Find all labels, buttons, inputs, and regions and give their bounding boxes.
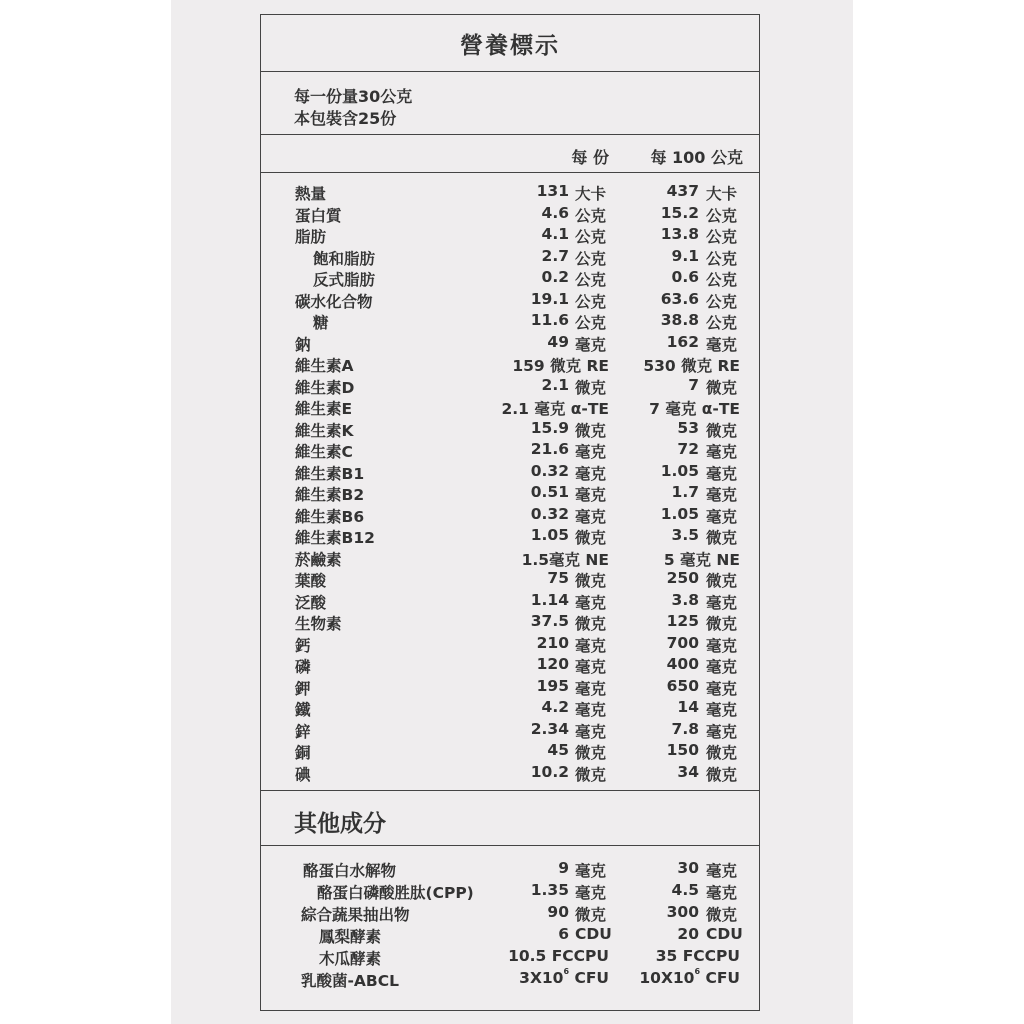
per-100g-value: 250 <box>666 569 699 587</box>
per-serving-unit: 毫克 <box>575 862 607 880</box>
per-100g-value: 1.05 <box>660 461 699 480</box>
per-100g-value: 9.1 <box>671 246 699 265</box>
per-serving-unit: 公克 <box>575 292 607 311</box>
per-serving-value: 0.51 <box>530 483 569 501</box>
other-ingredient-row <box>261 903 759 924</box>
per-100g-value: 20 <box>677 925 699 943</box>
value-exponent: 6 <box>694 967 701 976</box>
other-ingredients-title: 其他成分 <box>294 811 386 837</box>
per-100g-value: 4.5 <box>671 881 699 899</box>
nutrient-row <box>261 720 759 741</box>
nutrient-name: 磷 <box>295 658 311 676</box>
value-exponent: 6 <box>563 967 570 976</box>
per-serving-unit: CDU <box>575 925 612 943</box>
per-100g-value: 150 <box>666 741 699 759</box>
per-serving-unit: 毫克 <box>575 658 607 676</box>
per-100g-value: 7.8 <box>671 719 699 738</box>
per-100g-value: 650 <box>666 676 699 695</box>
per-100g-value: 7 毫克 α-TE <box>649 400 740 418</box>
per-100g-unit: 微克 <box>706 744 738 762</box>
other-ingredient-row <box>261 969 759 990</box>
per-100g-unit: 公克 <box>706 271 738 289</box>
per-100g-unit: 微克 <box>706 572 738 590</box>
per-100g-value: 7 <box>688 375 699 394</box>
per-serving-unit: 微克 <box>575 906 607 924</box>
per-100g-unit: 毫克 <box>706 464 738 483</box>
ingredient-name: 酪蛋白磷酸胜肽(CPP) <box>317 884 474 902</box>
per-100g-unit: 微克 <box>706 378 738 397</box>
nutrient-row <box>261 204 759 225</box>
nutrient-name: 銅 <box>295 744 311 762</box>
per-100g-unit: 毫克 <box>706 679 738 698</box>
nutrient-name: 反式脂肪 <box>313 271 376 289</box>
per-100g-value: 14 <box>677 698 699 716</box>
nutrient-name: 熱量 <box>295 185 327 203</box>
nutrient-row <box>261 655 759 676</box>
per-serving-value: 49 <box>547 332 569 351</box>
per-serving-unit: 微克 <box>575 421 607 440</box>
per-100g-unit: CDU <box>706 925 743 943</box>
nutrient-row <box>261 440 759 461</box>
label-title: 營養標示 <box>460 33 560 59</box>
per-100g-unit: 毫克 <box>706 658 738 676</box>
per-serving-unit: 微克 <box>575 572 607 590</box>
other-ingredient-row <box>261 947 759 968</box>
per-serving-value: 2.34 <box>530 719 569 738</box>
per-100g-value: 1.7 <box>671 483 699 501</box>
nutrient-row <box>261 419 759 440</box>
per-100g-unit: 微克 <box>706 765 738 784</box>
per-100g-value: 63.6 <box>660 289 699 308</box>
nutrient-row <box>261 376 759 397</box>
nutrient-name: 鐵 <box>295 701 311 719</box>
nutrient-row <box>261 333 759 354</box>
ingredient-name: 乳酸菌-ABCL <box>301 972 399 990</box>
per-serving-value <box>519 969 609 987</box>
nutrient-name: 維生素B6 <box>295 507 365 526</box>
serving-size: 每一份量30公克 <box>294 87 413 106</box>
per-serving-value: 75 <box>547 569 569 587</box>
per-100g-unit: 毫克 <box>706 862 738 880</box>
per-100g-value: 437 <box>666 182 699 200</box>
nutrient-name: 維生素K <box>295 421 354 440</box>
per-serving-value: 1.5毫克 NE <box>521 550 609 569</box>
nutrient-row <box>261 354 759 375</box>
per-serving-unit: 毫克 <box>575 464 607 483</box>
per-100g-value: 72 <box>677 440 699 458</box>
per-100g-unit: 公克 <box>706 314 738 332</box>
nutrient-row <box>261 462 759 483</box>
nutrient-row <box>261 483 759 504</box>
per-serving-value: 10.5 FCCPU <box>508 947 609 965</box>
per-serving-unit: 毫克 <box>575 884 607 902</box>
value-unit: CFU <box>700 969 740 987</box>
per-100g-unit: 微克 <box>706 421 738 440</box>
per-serving-value: 15.9 <box>530 418 569 437</box>
per-100g-unit: 微克 <box>706 529 738 547</box>
nutrient-row <box>261 225 759 246</box>
nutrient-row <box>261 634 759 655</box>
per-100g-unit: 毫克 <box>706 701 738 719</box>
per-serving-value: 0.2 <box>541 268 569 286</box>
col-per-100g-header: 每 100 公克 <box>650 148 743 167</box>
value-base: 10X10 <box>639 969 695 987</box>
per-serving-unit: 毫克 <box>575 443 607 461</box>
nutrient-row <box>261 182 759 203</box>
per-serving-value: 37.5 <box>530 612 569 630</box>
per-100g-value: 35 FCCPU <box>655 947 740 965</box>
per-serving-unit: 微克 <box>575 765 607 784</box>
nutrient-row <box>261 698 759 719</box>
per-serving-unit: 毫克 <box>575 701 607 719</box>
nutrient-row <box>261 290 759 311</box>
nutrient-row <box>261 612 759 633</box>
per-100g-value: 38.8 <box>660 311 699 329</box>
nutrient-name: 維生素B2 <box>295 486 365 504</box>
per-serving-value: 210 <box>536 633 569 652</box>
divider <box>261 172 759 173</box>
per-100g-unit: 毫克 <box>706 486 738 504</box>
divider <box>261 845 759 846</box>
nutrient-row <box>261 505 759 526</box>
ingredient-name: 酪蛋白水解物 <box>303 862 397 880</box>
per-100g-value: 162 <box>666 332 699 351</box>
nutrient-name: 生物素 <box>295 615 342 633</box>
value-unit: CFU <box>569 969 609 987</box>
per-100g-value: 30 <box>677 859 699 877</box>
per-serving-value: 4.6 <box>541 203 569 222</box>
nutrient-row <box>261 526 759 547</box>
nutrient-name: 飽和脂肪 <box>313 249 376 268</box>
per-serving-value: 21.6 <box>530 440 569 458</box>
per-serving-unit: 公克 <box>575 228 607 246</box>
value-base: 3X10 <box>519 969 564 987</box>
per-serving-value: 90 <box>547 903 569 921</box>
per-100g-unit: 微克 <box>706 906 738 924</box>
per-100g-unit: 毫克 <box>706 636 738 655</box>
nutrient-row <box>261 397 759 418</box>
nutrient-name: 鈣 <box>295 636 311 655</box>
nutrient-name: 糖 <box>313 314 329 332</box>
nutrition-label <box>260 14 760 1011</box>
per-serving-unit: 毫克 <box>575 335 607 354</box>
per-serving-value: 1.35 <box>530 881 569 899</box>
divider <box>261 134 759 135</box>
per-100g-unit: 微克 <box>706 615 738 633</box>
nutrient-row <box>261 268 759 289</box>
per-serving-unit: 公克 <box>575 314 607 332</box>
divider <box>261 790 759 791</box>
nutrient-name: 維生素E <box>295 400 353 418</box>
per-serving-unit: 微克 <box>575 529 607 547</box>
per-100g-unit: 公克 <box>706 206 738 225</box>
per-serving-unit: 毫克 <box>575 636 607 655</box>
nutrient-row <box>261 763 759 784</box>
per-100g-value: 34 <box>677 762 699 781</box>
per-100g-value: 3.8 <box>671 590 699 609</box>
per-100g-value: 3.5 <box>671 526 699 544</box>
servings-per-package: 本包裝含25份 <box>294 109 397 128</box>
per-100g-value: 530 微克 RE <box>643 357 740 375</box>
other-ingredient-row <box>261 881 759 902</box>
per-serving-value: 4.2 <box>541 698 569 716</box>
per-100g-unit: 大卡 <box>706 185 738 203</box>
per-serving-unit: 大卡 <box>575 185 607 203</box>
nutrient-row <box>261 677 759 698</box>
per-serving-unit: 公克 <box>575 249 607 268</box>
per-serving-unit: 毫克 <box>575 486 607 504</box>
per-100g-value: 1.05 <box>660 504 699 523</box>
nutrient-name: 鋅 <box>295 722 311 741</box>
nutrient-row <box>261 569 759 590</box>
nutrient-name: 維生素C <box>295 443 353 461</box>
nutrient-row <box>261 247 759 268</box>
ingredient-name: 綜合蔬果抽出物 <box>301 906 410 924</box>
nutrient-name: 維生素A <box>295 357 354 375</box>
nutrient-name: 維生素B12 <box>295 529 375 547</box>
per-100g-unit: 公克 <box>706 228 738 246</box>
per-serving-unit: 公克 <box>575 271 607 289</box>
per-serving-value: 9 <box>558 859 569 877</box>
per-serving-unit: 毫克 <box>575 679 607 698</box>
per-serving-unit: 微克 <box>575 615 607 633</box>
per-100g-value: 15.2 <box>660 203 699 222</box>
per-serving-unit: 微克 <box>575 378 607 397</box>
per-100g-value: 0.6 <box>671 268 699 286</box>
nutrient-name: 維生素D <box>295 378 355 397</box>
nutrient-name: 鉀 <box>295 679 311 698</box>
per-serving-value: 4.1 <box>541 225 569 243</box>
per-100g-value: 125 <box>666 612 699 630</box>
per-100g-unit: 毫克 <box>706 507 738 526</box>
nutrient-name: 碘 <box>295 765 311 784</box>
per-serving-unit: 毫克 <box>575 593 607 612</box>
col-per-serving-header: 每 份 <box>571 148 609 167</box>
per-serving-value: 10.2 <box>530 762 569 781</box>
per-serving-value: 159 微克 RE <box>512 357 609 375</box>
per-serving-value: 0.32 <box>530 504 569 523</box>
per-100g-unit: 毫克 <box>706 593 738 612</box>
per-100g-value: 300 <box>666 903 699 921</box>
nutrient-row <box>261 311 759 332</box>
per-100g-value: 400 <box>666 655 699 673</box>
ingredient-name: 木瓜酵素 <box>319 950 382 968</box>
nutrient-name: 維生素B1 <box>295 464 365 483</box>
nutrient-name: 蛋白質 <box>295 206 342 225</box>
ingredient-name: 鳳梨酵素 <box>319 928 382 946</box>
per-100g-value: 53 <box>677 418 699 437</box>
per-100g-unit: 公克 <box>706 249 738 268</box>
other-ingredient-row <box>261 859 759 880</box>
per-100g-unit: 毫克 <box>706 884 738 902</box>
divider <box>261 71 759 72</box>
per-serving-value: 0.32 <box>530 461 569 480</box>
per-serving-value: 1.14 <box>530 590 569 609</box>
per-serving-value: 195 <box>536 676 569 695</box>
per-100g-value: 700 <box>666 633 699 652</box>
nutrient-name: 鈉 <box>295 335 311 354</box>
per-serving-value: 2.1 毫克 α-TE <box>501 400 609 418</box>
per-serving-value: 19.1 <box>530 289 569 308</box>
nutrient-name: 菸鹼素 <box>295 550 342 569</box>
nutrient-row <box>261 741 759 762</box>
nutrient-name: 葉酸 <box>295 572 327 590</box>
per-serving-unit: 微克 <box>575 744 607 762</box>
per-100g-value: 13.8 <box>660 225 699 243</box>
per-serving-value: 120 <box>536 655 569 673</box>
per-serving-unit: 毫克 <box>575 722 607 741</box>
nutrient-name: 脂肪 <box>295 228 327 246</box>
per-serving-value: 11.6 <box>530 311 569 329</box>
other-ingredient-row <box>261 925 759 946</box>
per-serving-value: 45 <box>547 741 569 759</box>
nutrient-name: 泛酸 <box>295 593 327 612</box>
per-100g-value <box>639 969 740 987</box>
per-serving-unit: 毫克 <box>575 507 607 526</box>
per-100g-unit: 公克 <box>706 292 738 311</box>
nutrient-name: 碳水化合物 <box>295 292 373 311</box>
per-100g-unit: 毫克 <box>706 335 738 354</box>
per-100g-unit: 毫克 <box>706 443 738 461</box>
nutrient-row <box>261 548 759 569</box>
per-serving-value: 6 <box>558 925 569 943</box>
per-100g-value: 5 毫克 NE <box>663 550 740 569</box>
per-serving-value: 131 <box>536 182 569 200</box>
per-serving-unit: 公克 <box>575 206 607 225</box>
nutrient-row <box>261 591 759 612</box>
per-serving-value: 2.1 <box>541 375 569 394</box>
per-serving-value: 1.05 <box>530 526 569 544</box>
per-100g-unit: 毫克 <box>706 722 738 741</box>
per-serving-value: 2.7 <box>541 246 569 265</box>
